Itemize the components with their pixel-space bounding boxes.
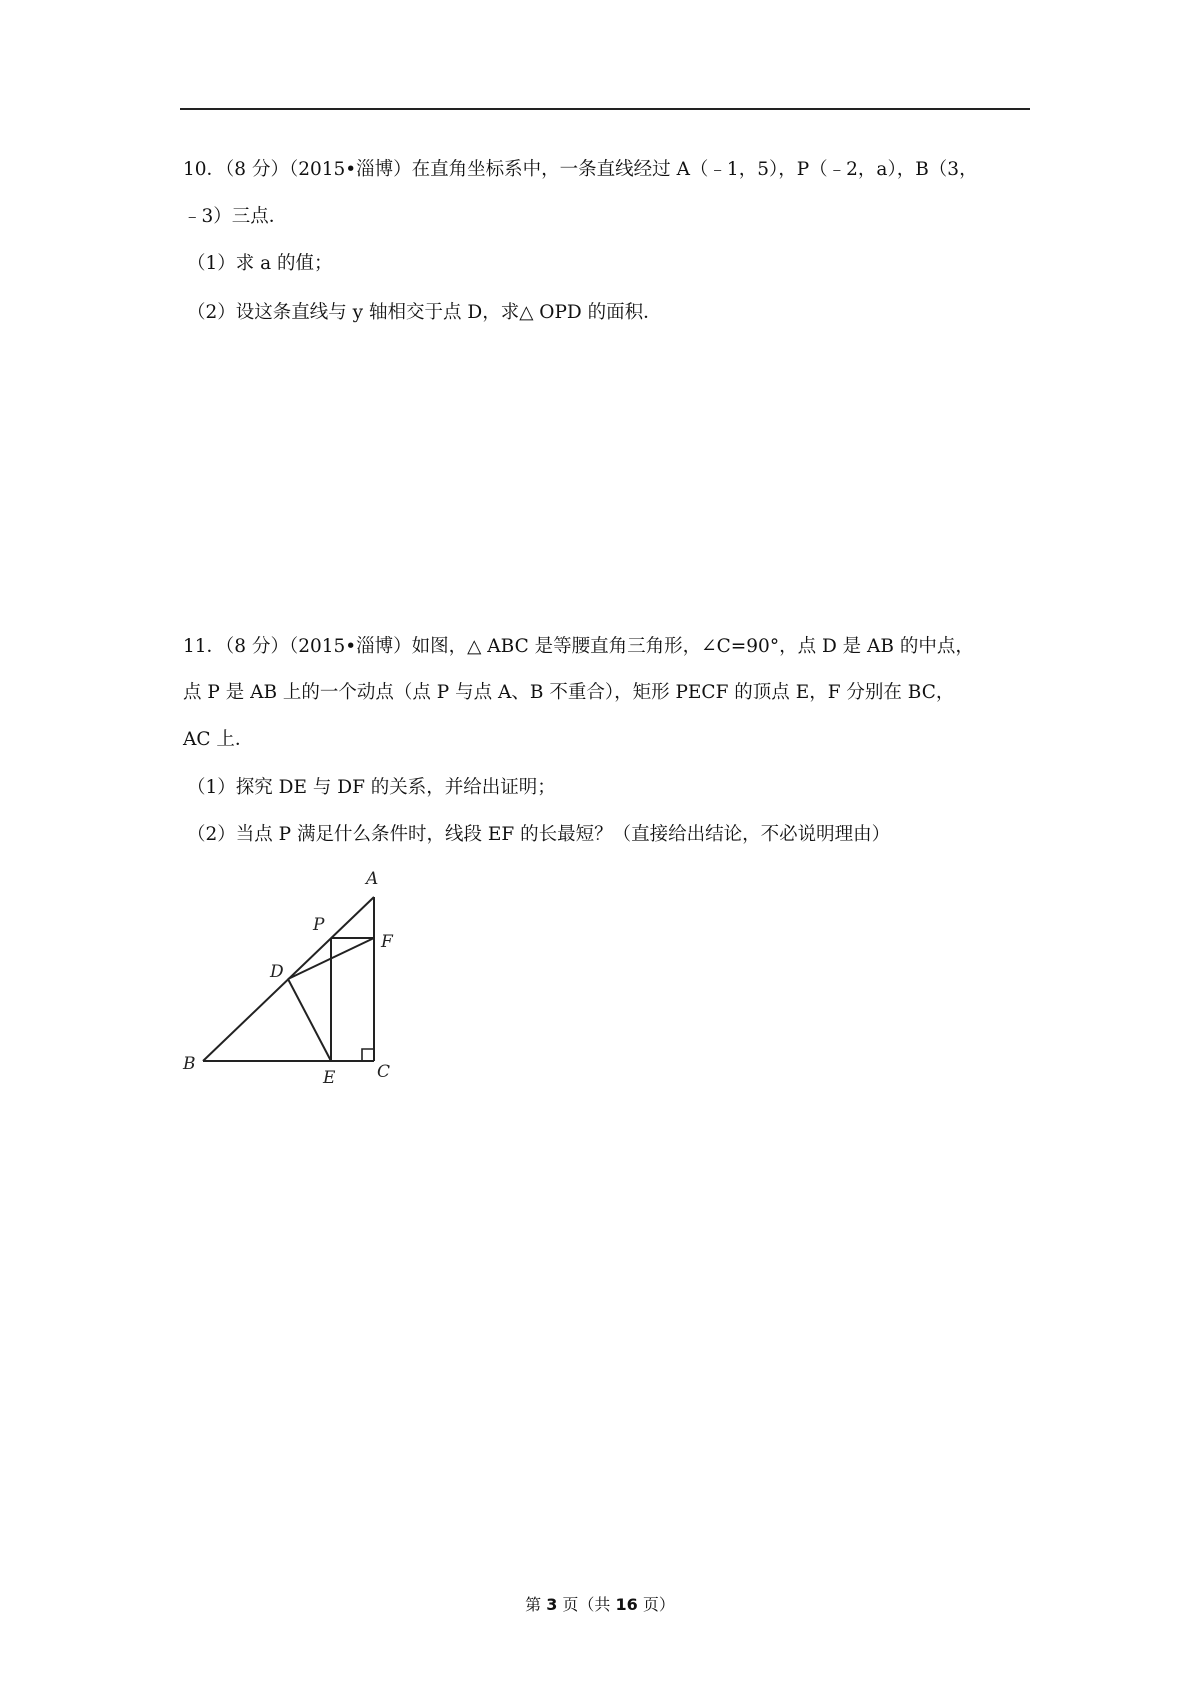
q10-subquestion-2: （2）设这条直线与 y 轴相交于点 D，求△ OPD 的面积． (187, 302, 662, 323)
footer-page-number: 3 (546, 1595, 558, 1614)
footer-middle: 页（共 (557, 1595, 616, 1614)
q10-text-line-1: 10．（8 分）（2015•淄博）在直角坐标系中，一条直线经过 A（﹣1，5），P（﹣2，a），B（3， (183, 159, 978, 180)
q11-text-line-2: 点 P 是 AB 上的一个动点（点 P 与点 A、B 不重合），矩形 PECF 的顶点 E，F 分别在 BC， (183, 682, 955, 703)
q11-subquestion-2: （2）当点 P 满足什么条件时，线段 EF 的长最短？（直接给出结论，不必说明理由） (187, 824, 891, 845)
right-angle-mark (362, 1049, 374, 1061)
segment-de (288, 979, 331, 1061)
q11-subquestion-1: （1）探究 DE 与 DF 的关系，并给出证明； (187, 777, 556, 798)
q11-text-line-1: 11．（8 分）（2015•淄博）如图，△ ABC 是等腰直角三角形，∠C=90°，点 D 是 AB 的中点， (183, 636, 974, 657)
label-c: C (377, 1062, 391, 1082)
label-p: P (313, 915, 325, 935)
header-rule (180, 108, 1030, 110)
page-footer (0, 1592, 1200, 1615)
q10-text-line-2: ﹣3）三点． (183, 206, 288, 227)
footer-prefix: 第 (525, 1595, 547, 1614)
label-e: E (323, 1068, 336, 1088)
label-f: F (381, 932, 393, 952)
footer-suffix: 页） (637, 1595, 675, 1614)
label-d: D (270, 962, 284, 982)
label-b: B (183, 1054, 196, 1074)
footer-total-pages: 16 (615, 1595, 638, 1614)
q11-text-line-3: AC 上． (183, 729, 254, 750)
label-a: A (366, 869, 379, 889)
q10-subquestion-1: （1）求 a 的值； (187, 253, 333, 274)
q11-triangle-figure (175, 855, 415, 1095)
q11-figure-svg (175, 855, 415, 1095)
